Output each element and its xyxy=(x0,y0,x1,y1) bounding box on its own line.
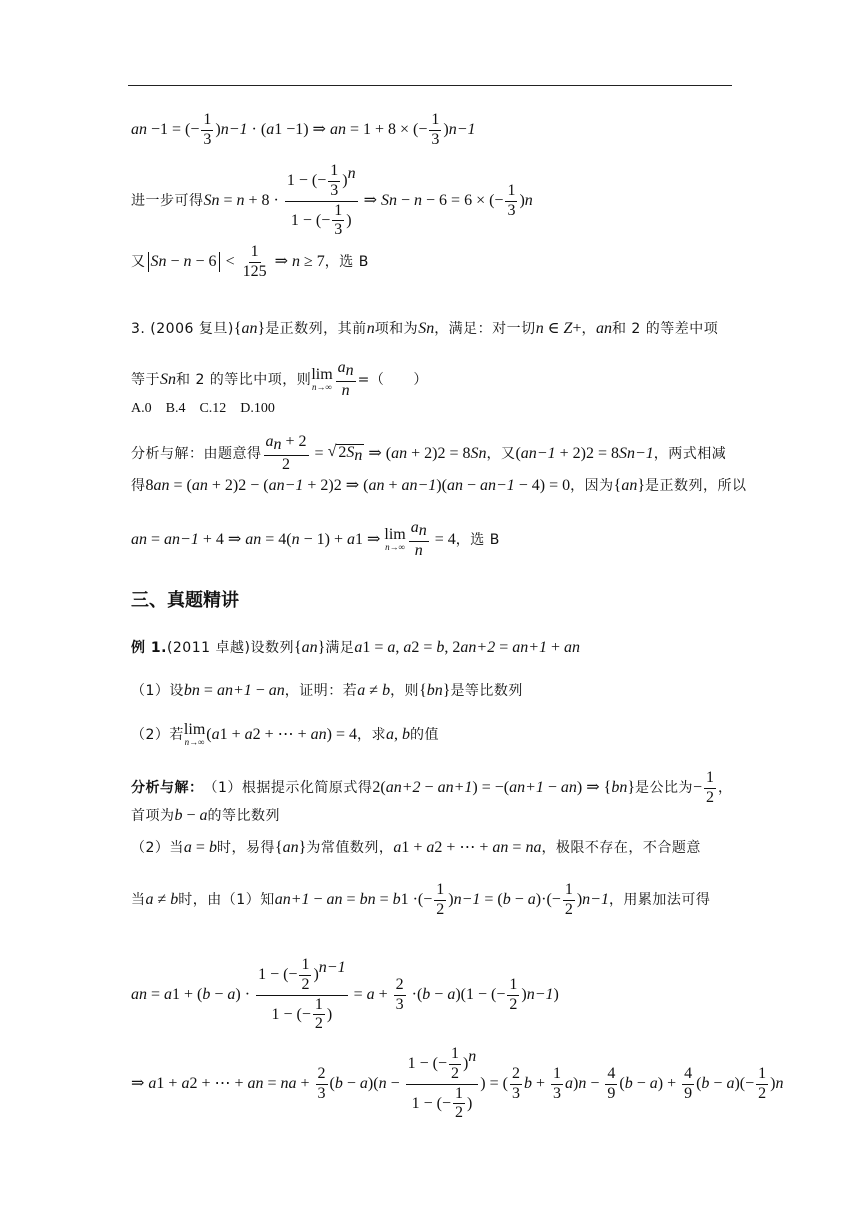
problem-3-options xyxy=(131,402,275,416)
text-again: 又 xyxy=(131,254,146,271)
example-1-label: 例 1. xyxy=(131,640,167,656)
q2-text-b: ，求 xyxy=(357,726,387,743)
answer-line-6: ⇒ a 1 + a 2 + ⋯ + a n = na + $\frac{2}{3}$ ( b − a )( n − 1 − (− $\frac{1}{2}$ )$^n$ 1 − (− $\frac{1}{2}$ ) ) = ( $\frac{2}{3}$ b + $\frac{1}{3}$ a ) n − $\frac{4}{9}$ ( b − a ) + $\frac{4}{9}$ ( b − a )(− $\frac{1}{2}$ ) n xyxy=(131,1045,784,1122)
example-1-q1: （1）设 b n = a n+1 − a n ，证明：若 a ≠ b ，则 { b n } 是等比数列 xyxy=(131,682,523,699)
problem-3-label: 3. (2006 复旦) xyxy=(131,321,234,337)
problem-3-text-h: 和 2 的等比中项，则 xyxy=(176,371,312,388)
solution-3-line-2: 得 8 a n = ( a n + 2) 2 − ( a n−1 + 2) 2 ⇒ ( a n + a n−1 )( a n − a n−1 − 4) = 0 ，因为 { a n } 是正数列，所以 xyxy=(131,477,747,494)
answer-line-2: 首项为 b − a 的等比数列 xyxy=(131,807,281,824)
q1-text-d: 是等比数列 xyxy=(450,683,523,699)
answer-text-c: ， xyxy=(718,780,733,797)
case2-text-b: 时，易得 xyxy=(216,840,275,856)
formula-line-2: 进一步可得 S n = n + 8 · 1 − (− $\frac{1}{3}$ )$^n$ 1 − (− $\frac{1}{3}$ ) ⇒ S n − n − 6 = 6 × (− $\frac{1}{3}$ ) n xyxy=(131,162,533,239)
case3-text-a: 当 xyxy=(131,892,146,909)
answer-line-3: （2）当 a = b 时，易得 { a n } 为常值数列， a 1 + a 2 + ⋯ + a n = na ，极限不存在，不合题意 xyxy=(131,839,701,856)
problem-3-text-d: ，满足：对一切 xyxy=(434,321,536,337)
solution-3-text-b: ，又 xyxy=(486,445,516,462)
answer-text-e: 的等比数列 xyxy=(207,808,281,824)
example-1-text-b: 满足 xyxy=(325,640,355,656)
solution-3-line-3: a n = a n−1 + 4 ⇒ a n = 4( n − 1) + a 1 ⇒ lim n→∞ $\frac{a_n}{n}$ = 4 ，选 B xyxy=(131,519,500,559)
case3-text-b: 时，由（1）知 xyxy=(178,892,275,909)
case3-text-c: ，用累加法可得 xyxy=(608,892,711,909)
answer-label: 分析与解： xyxy=(131,780,204,797)
q2-text-c: 的值 xyxy=(410,726,440,743)
q2-text-a: （2）若 xyxy=(131,726,184,743)
problem-3-text-g: 等于 xyxy=(131,371,160,388)
problem-3-text-c: 项和为 xyxy=(374,321,419,337)
formula-line-1: a n −1 = (− $\frac{1}{3}$ ) n−1 · ( a 1 −1) ⇒ a n = 1 + 8 × (− $\frac{1}{3}$ ) n−1 xyxy=(131,111,476,148)
solution-3-text-d: 得 xyxy=(131,478,146,494)
case2-text-c: 为常值数列， xyxy=(306,840,394,856)
solution-3-text-c: ，两式相减 xyxy=(653,445,727,462)
header-rule xyxy=(128,85,732,86)
q1-text-c: ，则 xyxy=(390,683,420,699)
problem-3-text-f: 和 2 的等差中项 xyxy=(611,321,719,337)
problem-3-line-2: 等于 S n 和 2 的等比中项，则 lim n→∞ $\frac{a_n}{n}$ =（ ） xyxy=(131,359,428,399)
text-choose-b-2: ，选 B xyxy=(455,531,500,548)
answer-line-4: 当 a ≠ b 时，由（1）知 a n+1 − a n = b n = b 1 ·(− $\frac{1}{2}$ ) n−1 = ( b − a )·(− $\frac{1}{2}$ ) n−1 ，用累加法可得 xyxy=(131,881,711,918)
solution-3-label: 分析与解：由题意得 xyxy=(131,445,262,462)
problem-3-line-1: 3. (2006 复旦) { a n } 是正数列，其前 n 项和为 S n ，满足：对一切 n ∈ Z + ， a n 和 2 的等差中项 xyxy=(131,320,719,337)
q1-text-a: （1）设 xyxy=(131,683,184,699)
q1-text-b: ，证明：若 xyxy=(284,683,358,699)
problem-3-text-e: ， xyxy=(581,321,596,337)
section-3-title: 三、真题精讲 xyxy=(131,590,239,611)
case2-text-d: ，极限不存在，不合题意 xyxy=(541,840,701,856)
problem-3-text-b: 是正数列，其前 xyxy=(265,321,367,337)
example-1-line: 例 1. (2011 卓越)设数列 { a n } 满足 a 1 = a , a 2 = b , 2 a n+2 = a n+1 + a n xyxy=(131,639,581,656)
answer-text-d: 首项为 xyxy=(131,808,175,824)
problem-3-text-i: =（ ） xyxy=(357,371,428,388)
answer-text-b: 是公比为 xyxy=(635,780,694,797)
section-heading xyxy=(131,592,239,610)
solution-3-text-f: 是正数列，所以 xyxy=(645,478,747,494)
example-1-text-a: (2011 卓越)设数列 xyxy=(166,640,294,656)
options-text: A.0 B.4 C.12 D.100 xyxy=(131,401,275,416)
text-further: 进一步可得 xyxy=(131,193,204,210)
answer-line-5: a n = a 1 + ( b − a ) · 1 − (− $\frac{1}{2}$ )$^{n-1}$ 1 − (− $\frac{1}{2}$ ) = a + $\frac{2}{3}$ ·( b − a )(1 − (− $\frac{1}{2}$ ) n−1 ) xyxy=(131,956,559,1033)
solution-3-line-1: 分析与解：由题意得 $\frac{a_n + 2}{2}$ = √ $2S_n$ ⇒ ( a n + 2) 2 = 8 S n ，又 ( a n−1 + 2) 2 = 8 S n−1 ，两式相减 xyxy=(131,433,727,473)
example-1-q2: （2）若 lim n→∞ ( a 1 + a 2 + ⋯ + a n ) = 4 ，求 a , b 的值 xyxy=(131,721,440,747)
case2-text-a: （2）当 xyxy=(131,840,184,856)
answer-text-a: （1）根据提示化简原式得 xyxy=(203,780,373,797)
text-choose-b-1: ，选 B xyxy=(324,254,369,271)
answer-line-1: 分析与解： （1）根据提示化简原式得 2( a n+2 − a n+1 ) = −( a n+1 − a n ) ⇒ { b n } 是公比为 − $\frac{1}{2}$ ， xyxy=(131,769,733,806)
solution-3-text-e: ，因为 xyxy=(570,478,614,494)
formula-line-3: 又 S n − n − 6 < $\frac{1}{125}$ ⇒ n ≥ 7 ，选 B xyxy=(131,243,369,280)
